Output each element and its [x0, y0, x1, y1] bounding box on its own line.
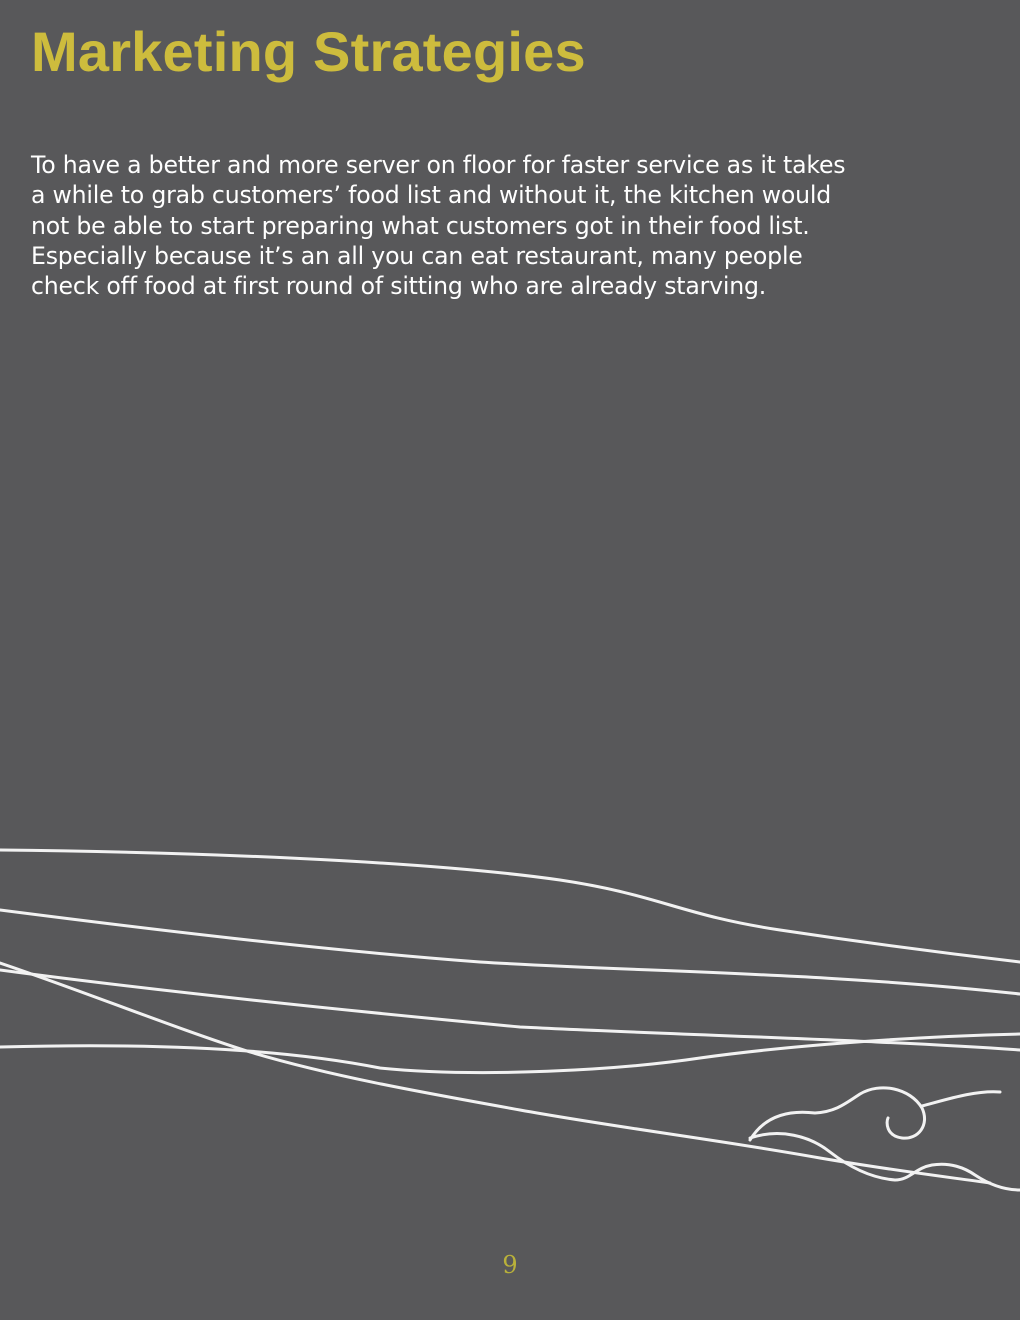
page-number: 9 — [502, 1251, 518, 1279]
wave-line — [0, 910, 1020, 994]
body-line: not be able to start preparing what customers got in their food list. — [31, 211, 810, 240]
body-line: a while to grab customers’ food list and without it, the kitchen would — [31, 181, 832, 210]
body-line: To have a better and more server on floor for faster service as it takes — [31, 151, 846, 179]
body-line: check off food at first round of sitting who are already starving. — [31, 272, 767, 301]
flowing-line-illustration — [0, 820, 1020, 1200]
body-paragraph — [31, 150, 931, 301]
page-title: Marketing Strategies — [31, 20, 586, 83]
body-line: Especially because it’s an all you can eat restaurant, many people — [31, 241, 803, 270]
cloud-swirl — [922, 1092, 1000, 1106]
wave-line — [0, 850, 1020, 962]
wave-line — [0, 1034, 1020, 1073]
